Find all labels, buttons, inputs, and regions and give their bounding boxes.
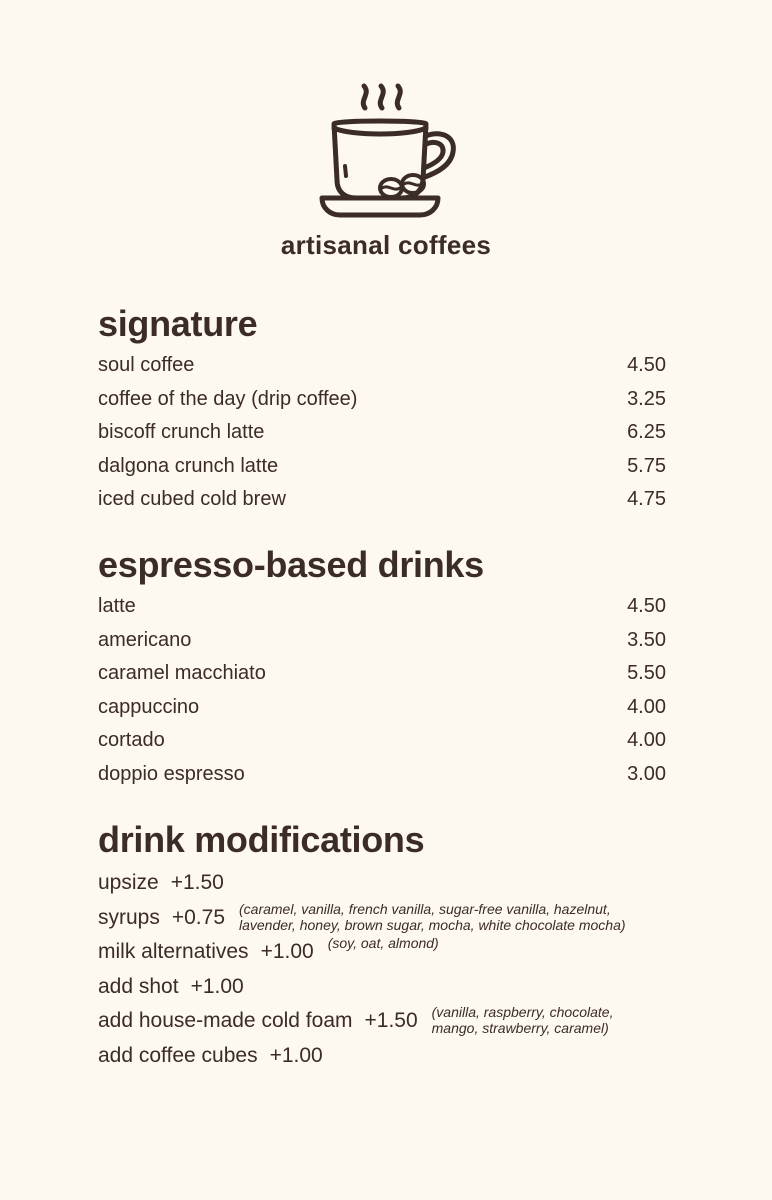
modification-price: +1.50 [170, 871, 224, 894]
item-name: dalgona crunch latte [98, 454, 279, 477]
modification-price: +0.75 [171, 905, 225, 929]
item-name: americano [98, 628, 192, 651]
note-line: (soy, oat, almond) [327, 935, 439, 951]
menu-item [98, 624, 668, 658]
modification-name: upsize [98, 871, 159, 894]
item-price: 4.50 [627, 595, 666, 617]
section-title-signature: signature [98, 303, 258, 344]
signature-list [98, 349, 668, 517]
modification-item [98, 866, 738, 901]
item-price: 5.50 [627, 662, 666, 685]
modification-name: add coffee cubes [98, 1043, 258, 1067]
modification-note [432, 1004, 614, 1036]
modification-note [328, 935, 439, 951]
modification-item [98, 970, 738, 1005]
item-price: 4.50 [627, 354, 666, 376]
coffee-cup-icon [310, 80, 460, 225]
modification-item [98, 1004, 738, 1039]
item-name: biscoff crunch latte [98, 421, 265, 444]
item-price: 5.75 [627, 454, 666, 477]
modification-price: +1.00 [269, 1043, 323, 1067]
menu-item [98, 724, 668, 758]
item-name: coffee of the day (drip coffee) [98, 387, 358, 410]
item-name: soul coffee [98, 354, 195, 376]
menu-item [98, 657, 668, 691]
item-price: 3.25 [627, 387, 666, 410]
modification-item [98, 901, 738, 936]
item-price: 3.00 [627, 762, 666, 785]
item-price: 4.00 [627, 729, 666, 752]
item-price: 4.75 [627, 488, 666, 511]
item-price: 4.00 [627, 695, 666, 718]
menu-item [98, 590, 668, 624]
modification-name: milk alternatives [98, 940, 249, 963]
modification-name: add house-made cold foam [98, 1009, 353, 1032]
menu-item [98, 349, 668, 383]
note-line: (vanilla, raspberry, chocolate, [431, 1004, 614, 1020]
item-price: 3.50 [627, 628, 666, 651]
modification-item [98, 1039, 738, 1074]
modification-item [98, 935, 738, 970]
item-name: iced cubed cold brew [98, 488, 286, 511]
item-name: latte [98, 595, 136, 617]
note-line: (caramel, vanilla, french vanilla, sugar-free vanilla, hazelnut, [239, 900, 611, 917]
modification-name: syrups [98, 905, 160, 929]
modification-name: add shot [98, 974, 179, 998]
brand-name: artisanal coffees [280, 230, 492, 260]
item-name: cappuccino [98, 695, 200, 718]
item-name: caramel macchiato [98, 662, 266, 685]
menu-item [98, 383, 668, 417]
item-name: cortado [98, 729, 165, 752]
note-line: lavender, honey, brown sugar, mocha, white chocolate mocha) [239, 916, 626, 933]
menu-item [98, 416, 668, 450]
menu-item [98, 691, 668, 725]
item-name: doppio espresso [98, 762, 245, 785]
menu-item [98, 450, 668, 484]
modifications-list [98, 866, 738, 1073]
modification-price: +1.00 [260, 940, 314, 963]
menu-item [98, 758, 668, 792]
section-title-espresso: espresso-based drinks [98, 544, 484, 585]
espresso-list [98, 590, 668, 792]
modification-note [239, 901, 626, 933]
modification-price: +1.00 [190, 974, 244, 998]
modification-price: +1.50 [364, 1009, 418, 1032]
item-price: 6.25 [627, 421, 666, 444]
note-line: mango, strawberry, caramel) [431, 1020, 609, 1036]
section-title-modifications: drink modifications [98, 819, 425, 860]
menu-item [98, 483, 668, 517]
